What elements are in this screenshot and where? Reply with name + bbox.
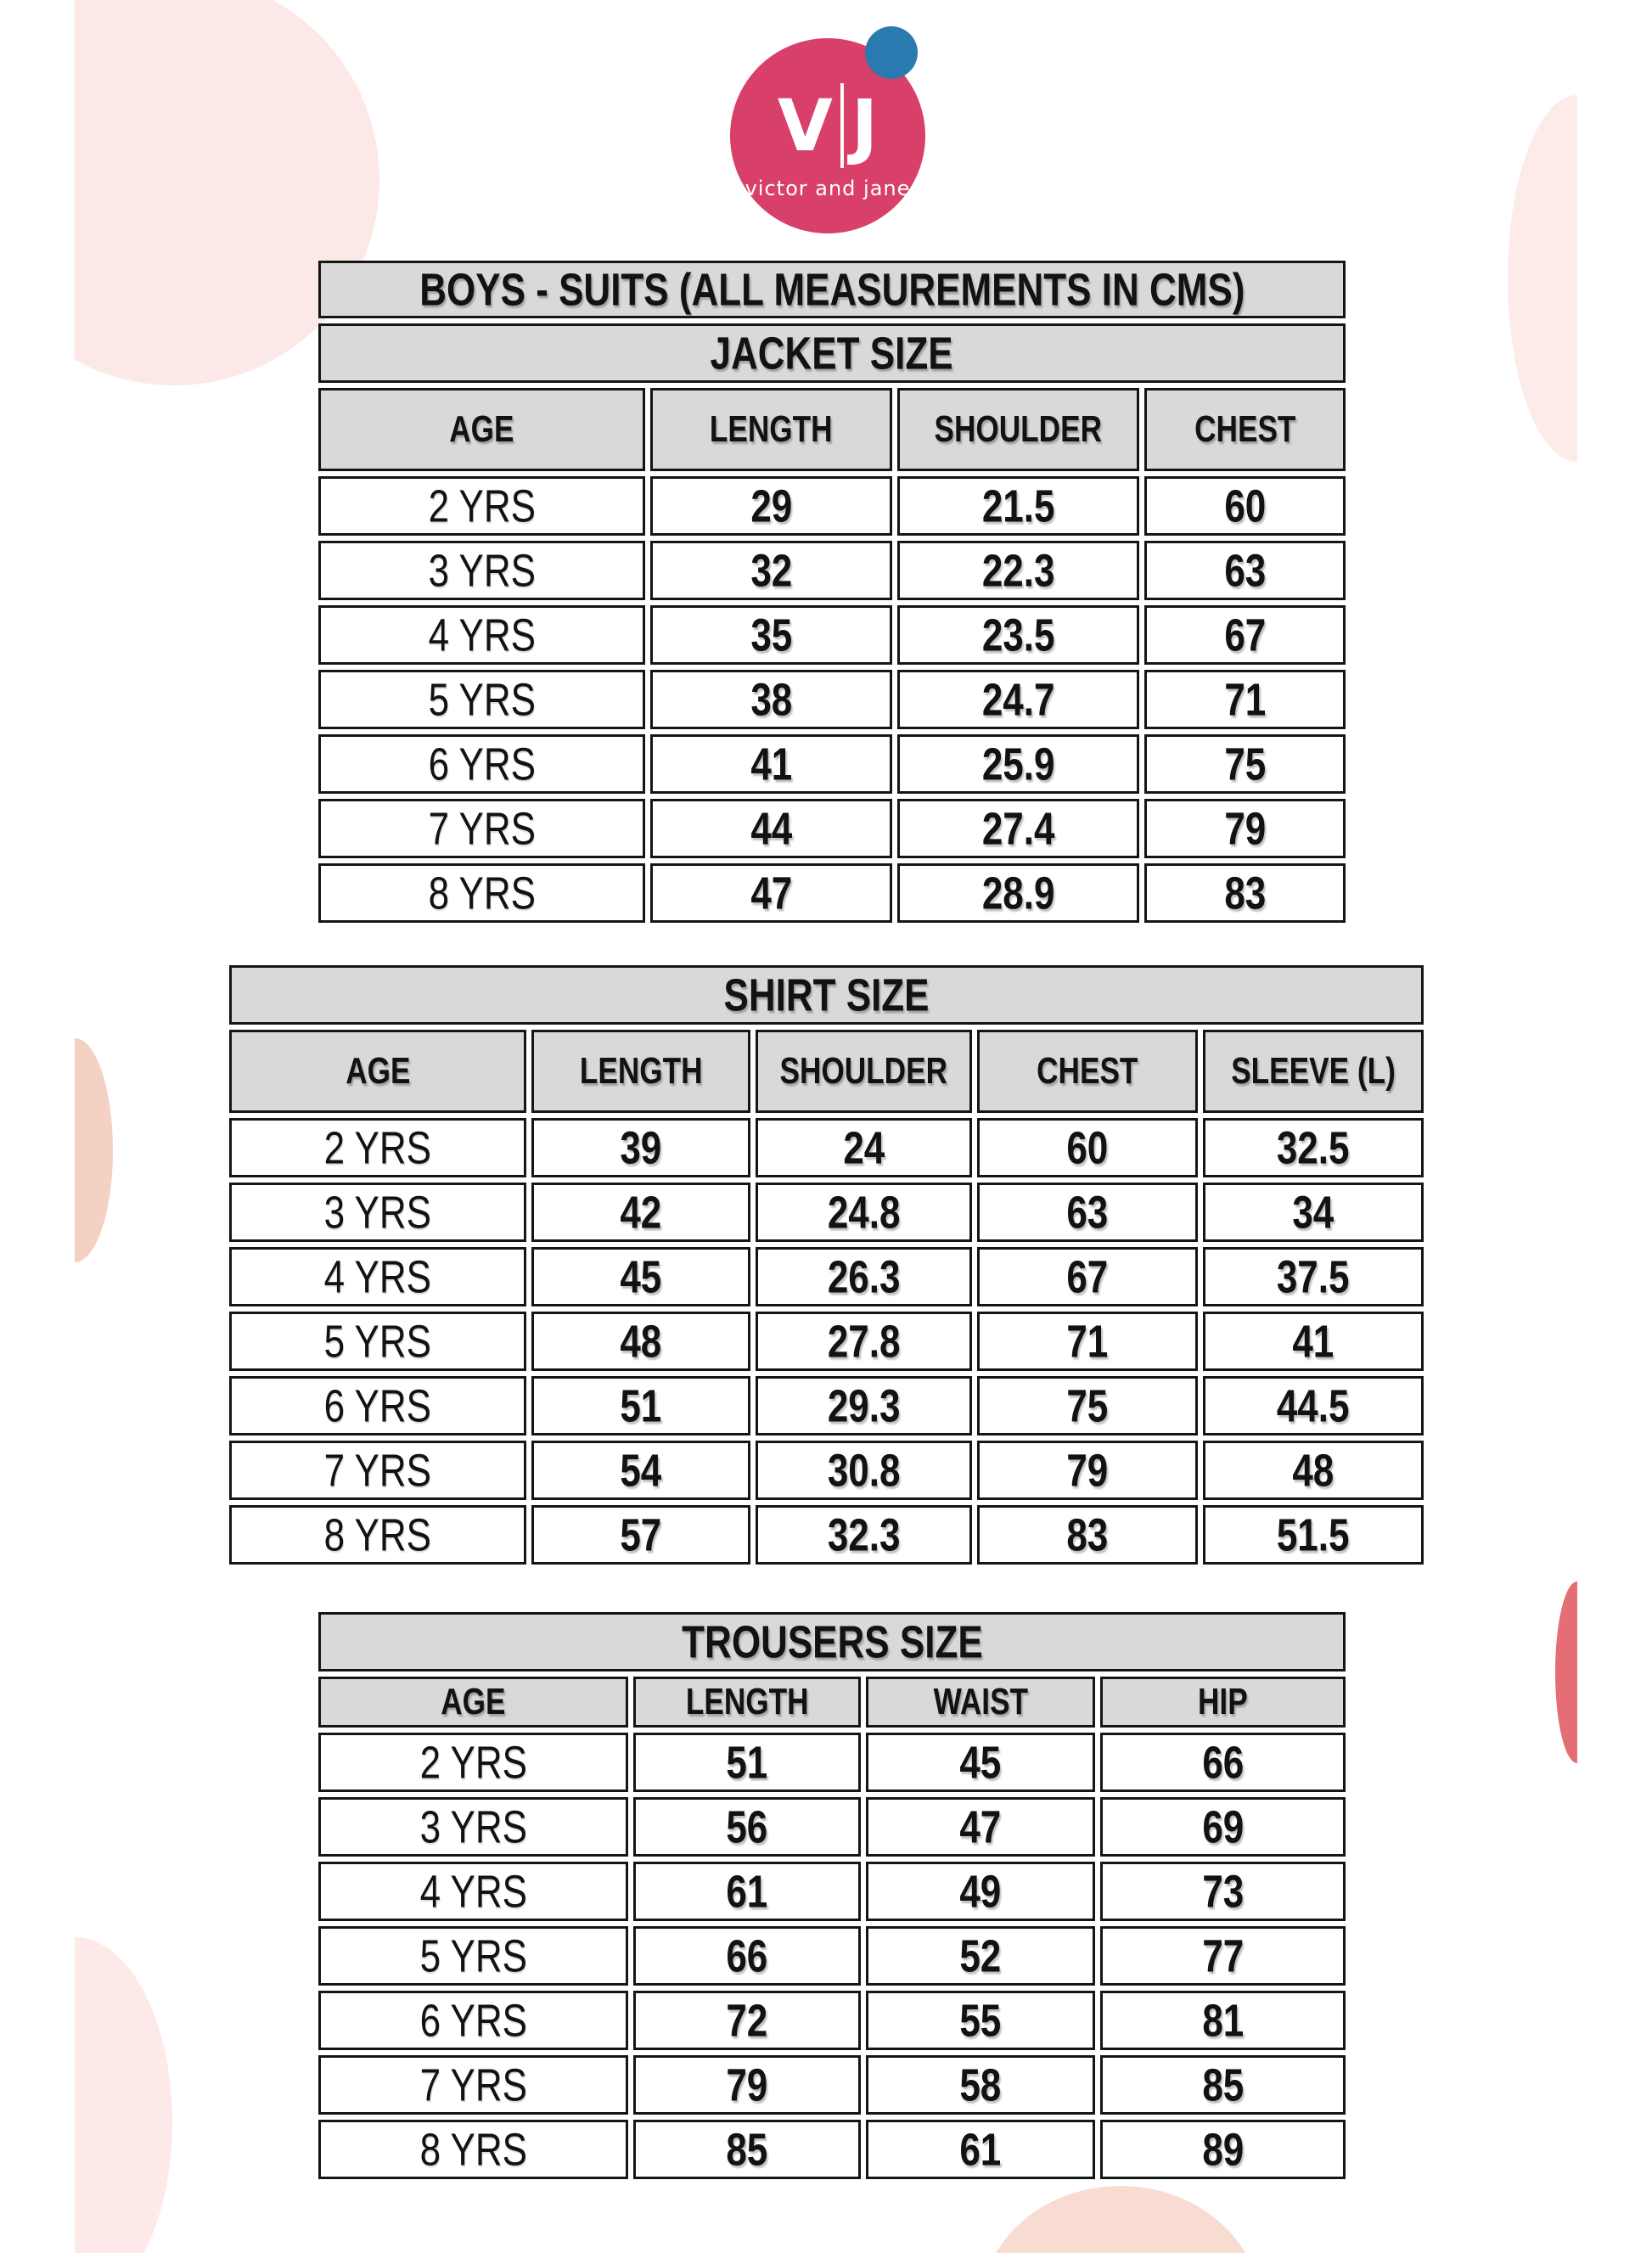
trousers-value-cell: [1100, 2055, 1346, 2115]
trousers-value-cell-label: 89: [1202, 2123, 1244, 2176]
shirt-value-cell: [977, 1505, 1198, 1565]
shirt-age-cell: [229, 1312, 526, 1371]
shirt-value-cell: [977, 1118, 1198, 1177]
jacket-age-cell-label: 2 YRS: [428, 480, 536, 532]
jacket-value-cell: [1144, 670, 1346, 729]
shirt-value-cell-label: 54: [620, 1444, 662, 1497]
jacket-value-cell: [1144, 605, 1346, 665]
trousers-age-cell: [318, 2120, 628, 2179]
shirt-age-cell: [229, 1505, 526, 1565]
shirt-table-subtitle: [229, 965, 1424, 1025]
trousers-value-cell: [633, 2120, 861, 2179]
trousers-column-header-label: LENGTH: [685, 1681, 809, 1722]
shirt-age-cell-label: 4 YRS: [323, 1250, 432, 1303]
trousers-value-cell: [1100, 1862, 1346, 1921]
jacket-value-cell: [1144, 541, 1346, 600]
shirt-value-cell-label: 60: [1066, 1121, 1109, 1174]
logo-tagline: victor and jane: [745, 177, 911, 200]
shirt-value-cell-label: 57: [620, 1509, 662, 1561]
decor-blob-bottom-center: [981, 2186, 1261, 2253]
table-row: [318, 476, 1346, 536]
shirt-value-cell: [756, 1376, 972, 1436]
table-row: [229, 1118, 1424, 1177]
jacket-value-cell: [1144, 799, 1346, 858]
trousers-value-cell-label: 72: [726, 1994, 768, 2047]
jacket-value-cell-label: 32: [750, 544, 792, 597]
jacket-column-header: [650, 388, 892, 471]
trousers-age-cell: [318, 1733, 628, 1792]
jacket-value-cell: [897, 863, 1139, 923]
jacket-age-cell: [318, 541, 645, 600]
trousers-age-cell: [318, 1926, 628, 1986]
table-row: [318, 261, 1346, 318]
trousers-value-cell-label: 66: [726, 1930, 768, 1982]
jacket-value-cell-label: 83: [1224, 867, 1266, 919]
shirt-value-cell-label: 29.3: [827, 1379, 901, 1432]
table-row: [318, 799, 1346, 858]
jacket-value-cell: [650, 605, 892, 665]
decor-red-sliver-right: [1555, 1582, 1577, 1763]
shirt-value-cell: [977, 1441, 1198, 1500]
jacket-age-cell: [318, 670, 645, 729]
jacket-age-cell: [318, 605, 645, 665]
jacket-value-cell-label: 75: [1224, 738, 1266, 790]
jacket-value-cell-label: 44: [750, 802, 792, 855]
shirt-age-cell: [229, 1183, 526, 1242]
trousers-value-cell: [866, 1862, 1095, 1921]
trousers-age-cell-label: 2 YRS: [419, 1736, 527, 1789]
trousers-value-cell-label: 47: [959, 1801, 1002, 1853]
trousers-value-cell: [1100, 1991, 1346, 2050]
trousers-column-header-label: HIP: [1198, 1681, 1248, 1722]
trousers-size-table: [313, 1607, 1351, 2184]
jacket-value-cell: [650, 799, 892, 858]
jacket-value-cell-label: 38: [750, 673, 792, 726]
trousers-value-cell-label: 55: [959, 1994, 1002, 2047]
jacket-age-cell: [318, 863, 645, 923]
trousers-value-cell: [633, 1733, 861, 1792]
trousers-value-cell: [866, 1991, 1095, 2050]
trousers-value-cell-label: 69: [1202, 1801, 1244, 1853]
trousers-value-cell: [1100, 1733, 1346, 1792]
trousers-age-cell-label: 4 YRS: [419, 1865, 527, 1918]
shirt-size-table: [224, 960, 1429, 1570]
jacket-column-header-label: LENGTH: [710, 408, 833, 450]
shirt-value-cell-label: 24: [843, 1121, 885, 1174]
trousers-value-cell-label: 79: [726, 2059, 768, 2111]
shirt-value-cell-label: 75: [1066, 1379, 1109, 1432]
shirt-value-cell-label: 39: [620, 1121, 662, 1174]
jacket-value-cell-label: 27.4: [981, 802, 1055, 855]
decor-crescent-left: [75, 1038, 113, 1262]
trousers-value-cell: [633, 1926, 861, 1986]
jacket-value-cell: [1144, 476, 1346, 536]
trousers-value-cell-label: 58: [959, 2059, 1002, 2111]
jacket-table-title: [318, 261, 1346, 318]
jacket-value-cell-label: 67: [1224, 609, 1266, 661]
shirt-value-cell-label: 24.8: [827, 1186, 901, 1239]
jacket-value-cell: [897, 541, 1139, 600]
jacket-value-cell-label: 21.5: [981, 480, 1055, 532]
table-row: [229, 1183, 1424, 1242]
jacket-value-cell: [650, 670, 892, 729]
trousers-value-cell-label: 85: [726, 2123, 768, 2176]
trousers-value-cell-label: 45: [959, 1736, 1002, 1789]
jacket-value-cell: [1144, 734, 1346, 794]
jacket-value-cell-label: 23.5: [981, 609, 1055, 661]
table-row: [318, 1797, 1346, 1857]
shirt-age-cell-label: 2 YRS: [323, 1121, 432, 1174]
shirt-value-cell: [531, 1441, 750, 1500]
shirt-value-cell: [977, 1247, 1198, 1306]
shirt-table-subtitle-label: SHIRT SIZE: [723, 969, 930, 1021]
jacket-value-cell-label: 79: [1224, 802, 1266, 855]
shirt-age-cell-label: 5 YRS: [323, 1315, 432, 1368]
shirt-value-cell: [1203, 1247, 1424, 1306]
shirt-value-cell: [756, 1183, 972, 1242]
trousers-value-cell-label: 56: [726, 1801, 768, 1853]
trousers-value-cell-label: 51: [726, 1736, 768, 1789]
jacket-value-cell-label: 35: [750, 609, 792, 661]
logo-initial-j: J: [851, 84, 879, 167]
shirt-column-header-label: SHOULDER: [779, 1050, 948, 1092]
trousers-value-cell: [633, 1862, 861, 1921]
trousers-age-cell-label: 7 YRS: [419, 2059, 527, 2111]
shirt-value-cell-label: 48: [1292, 1444, 1335, 1497]
shirt-age-cell-label: 6 YRS: [323, 1379, 432, 1432]
table-row: [229, 1441, 1424, 1500]
trousers-age-cell-label: 6 YRS: [419, 1994, 527, 2047]
jacket-value-cell: [650, 863, 892, 923]
shirt-age-cell: [229, 1376, 526, 1436]
trousers-value-cell-label: 61: [959, 2123, 1002, 2176]
shirt-value-cell-label: 42: [620, 1186, 662, 1239]
trousers-value-cell: [1100, 1926, 1346, 1986]
shirt-value-cell-label: 79: [1066, 1444, 1109, 1497]
shirt-value-cell: [531, 1376, 750, 1436]
shirt-value-cell-label: 51.5: [1277, 1509, 1350, 1561]
shirt-column-header-label: SLEEVE (L): [1231, 1050, 1396, 1092]
jacket-value-cell-label: 25.9: [981, 738, 1055, 790]
decor-blob-bottom-left: [75, 1937, 172, 2253]
jacket-value-cell-label: 71: [1224, 673, 1266, 726]
shirt-value-cell: [1203, 1441, 1424, 1500]
trousers-value-cell: [866, 2055, 1095, 2115]
shirt-value-cell: [531, 1118, 750, 1177]
jacket-value-cell-label: 29: [750, 480, 792, 532]
table-row: [318, 1677, 1346, 1728]
jacket-value-cell: [650, 476, 892, 536]
table-row: [318, 863, 1346, 923]
trousers-value-cell: [866, 2120, 1095, 2179]
trousers-age-cell-label: 5 YRS: [419, 1930, 527, 1982]
jacket-value-cell: [650, 541, 892, 600]
trousers-value-cell: [633, 1797, 861, 1857]
shirt-value-cell-label: 41: [1292, 1315, 1335, 1368]
shirt-age-cell-label: 3 YRS: [323, 1186, 432, 1239]
table-row: [318, 541, 1346, 600]
trousers-age-cell-label: 3 YRS: [419, 1801, 527, 1853]
jacket-age-cell-label: 7 YRS: [428, 802, 536, 855]
shirt-value-cell-label: 45: [620, 1250, 662, 1303]
jacket-value-cell-label: 60: [1224, 480, 1266, 532]
shirt-value-cell: [977, 1312, 1198, 1371]
table-row: [318, 2120, 1346, 2179]
shirt-column-header-label: LENGTH: [579, 1050, 703, 1092]
table-row: [318, 388, 1346, 471]
shirt-value-cell-label: 51: [620, 1379, 662, 1432]
table-row: [318, 734, 1346, 794]
jacket-column-header-label: AGE: [449, 408, 514, 450]
shirt-value-cell-label: 32.3: [827, 1509, 901, 1561]
trousers-age-cell: [318, 1991, 628, 2050]
shirt-value-cell: [1203, 1118, 1424, 1177]
shirt-value-cell-label: 71: [1066, 1315, 1109, 1368]
trousers-value-cell: [866, 1797, 1095, 1857]
shirt-age-cell-label: 8 YRS: [323, 1509, 432, 1561]
table-row: [318, 1862, 1346, 1921]
shirt-value-cell: [756, 1312, 972, 1371]
table-row: [229, 1030, 1424, 1113]
table-row: [318, 1926, 1346, 1986]
trousers-value-cell: [866, 1733, 1095, 1792]
jacket-value-cell-label: 22.3: [981, 544, 1055, 597]
jacket-age-cell-label: 5 YRS: [428, 673, 536, 726]
table-row: [318, 670, 1346, 729]
table-row: [229, 965, 1424, 1025]
jacket-value-cell-label: 24.7: [981, 673, 1055, 726]
shirt-value-cell: [756, 1247, 972, 1306]
trousers-value-cell-label: 85: [1202, 2059, 1244, 2111]
shirt-value-cell: [1203, 1312, 1424, 1371]
shirt-value-cell-label: 37.5: [1277, 1250, 1350, 1303]
shirt-value-cell: [531, 1505, 750, 1565]
trousers-age-cell: [318, 1797, 628, 1857]
jacket-value-cell: [897, 670, 1139, 729]
jacket-value-cell-label: 41: [750, 738, 792, 790]
jacket-age-cell-label: 4 YRS: [428, 609, 536, 661]
table-row: [229, 1312, 1424, 1371]
table-row: [229, 1505, 1424, 1565]
trousers-value-cell-label: 61: [726, 1865, 768, 1918]
jacket-value-cell: [897, 605, 1139, 665]
shirt-column-header-label: CHEST: [1037, 1050, 1138, 1092]
shirt-column-header: [977, 1030, 1198, 1113]
jacket-column-header: [318, 388, 645, 471]
trousers-column-header-label: AGE: [441, 1681, 506, 1722]
jacket-value-cell-label: 63: [1224, 544, 1266, 597]
jacket-table-title-label: BOYS - SUITS (ALL MEASUREMENTS IN CMS): [419, 263, 1245, 316]
shirt-value-cell-label: 26.3: [827, 1250, 901, 1303]
logo-divider-bar: [840, 83, 844, 168]
trousers-age-cell: [318, 2055, 628, 2115]
jacket-value-cell-label: 47: [750, 867, 792, 919]
trousers-column-header: [633, 1677, 861, 1728]
trousers-column-header: [866, 1677, 1095, 1728]
table-row: [318, 1733, 1346, 1792]
shirt-value-cell-label: 44.5: [1277, 1379, 1350, 1432]
trousers-value-cell-label: 52: [959, 1930, 1002, 1982]
table-row: [318, 605, 1346, 665]
trousers-value-cell-label: 77: [1202, 1930, 1244, 1982]
shirt-value-cell-label: 30.8: [827, 1444, 901, 1497]
jacket-value-cell: [897, 734, 1139, 794]
jacket-value-cell-label: 28.9: [981, 867, 1055, 919]
trousers-table-subtitle: [318, 1612, 1346, 1671]
shirt-age-cell: [229, 1441, 526, 1500]
table-row: [318, 1612, 1346, 1671]
jacket-table-subtitle: [318, 323, 1346, 383]
logo-blue-dot-icon: [865, 26, 918, 79]
trousers-table-subtitle-label: TROUSERS SIZE: [681, 1615, 983, 1668]
trousers-value-cell: [633, 1991, 861, 2050]
trousers-value-cell-label: 66: [1202, 1736, 1244, 1789]
table-row: [318, 2055, 1346, 2115]
shirt-column-header: [1203, 1030, 1424, 1113]
shirt-value-cell: [756, 1505, 972, 1565]
table-row: [318, 323, 1346, 383]
trousers-value-cell: [633, 2055, 861, 2115]
shirt-value-cell-label: 27.8: [827, 1315, 901, 1368]
jacket-column-header: [897, 388, 1139, 471]
shirt-value-cell-label: 67: [1066, 1250, 1109, 1303]
trousers-column-header: [318, 1677, 628, 1728]
jacket-value-cell: [650, 734, 892, 794]
jacket-column-header-label: SHOULDER: [934, 408, 1103, 450]
jacket-value-cell: [897, 799, 1139, 858]
jacket-value-cell: [1144, 863, 1346, 923]
shirt-column-header: [229, 1030, 526, 1113]
trousers-value-cell: [1100, 1797, 1346, 1857]
table-row: [229, 1247, 1424, 1306]
trousers-value-cell: [866, 1926, 1095, 1986]
shirt-value-cell: [977, 1183, 1198, 1242]
jacket-age-cell: [318, 734, 645, 794]
shirt-age-cell: [229, 1247, 526, 1306]
shirt-age-cell-label: 7 YRS: [323, 1444, 432, 1497]
trousers-age-cell-label: 8 YRS: [419, 2123, 527, 2176]
shirt-value-cell-label: 34: [1292, 1186, 1335, 1239]
jacket-value-cell: [897, 476, 1139, 536]
shirt-value-cell: [531, 1312, 750, 1371]
jacket-column-header-label: CHEST: [1194, 408, 1296, 450]
trousers-value-cell-label: 49: [959, 1865, 1002, 1918]
trousers-value-cell-label: 81: [1202, 1994, 1244, 2047]
shirt-value-cell: [1203, 1505, 1424, 1565]
logo-initials: [778, 83, 878, 168]
shirt-value-cell-label: 48: [620, 1315, 662, 1368]
shirt-age-cell: [229, 1118, 526, 1177]
trousers-value-cell-label: 73: [1202, 1865, 1244, 1918]
jacket-size-table: [313, 256, 1351, 928]
trousers-column-header: [1100, 1677, 1346, 1728]
logo-initial-v: V: [777, 84, 833, 167]
shirt-column-header: [756, 1030, 972, 1113]
jacket-column-header: [1144, 388, 1346, 471]
shirt-value-cell: [1203, 1376, 1424, 1436]
jacket-age-cell-label: 3 YRS: [428, 544, 536, 597]
shirt-value-cell: [756, 1441, 972, 1500]
jacket-table-subtitle-label: JACKET SIZE: [710, 327, 954, 379]
table-row: [229, 1376, 1424, 1436]
trousers-column-header-label: WAIST: [933, 1681, 1028, 1722]
shirt-value-cell: [977, 1376, 1198, 1436]
shirt-value-cell: [531, 1247, 750, 1306]
shirt-value-cell-label: 63: [1066, 1186, 1109, 1239]
shirt-value-cell: [756, 1118, 972, 1177]
table-row: [318, 1991, 1346, 2050]
jacket-age-cell-label: 6 YRS: [428, 738, 536, 790]
shirt-value-cell: [531, 1183, 750, 1242]
decor-half-circle-right: [1508, 95, 1577, 462]
jacket-age-cell: [318, 799, 645, 858]
shirt-value-cell: [1203, 1183, 1424, 1242]
shirt-column-header-label: AGE: [345, 1050, 411, 1092]
shirt-column-header: [531, 1030, 750, 1113]
jacket-age-cell-label: 8 YRS: [428, 867, 536, 919]
trousers-value-cell: [1100, 2120, 1346, 2179]
shirt-value-cell-label: 32.5: [1277, 1121, 1350, 1174]
trousers-age-cell: [318, 1862, 628, 1921]
jacket-age-cell: [318, 476, 645, 536]
shirt-value-cell-label: 83: [1066, 1509, 1109, 1561]
